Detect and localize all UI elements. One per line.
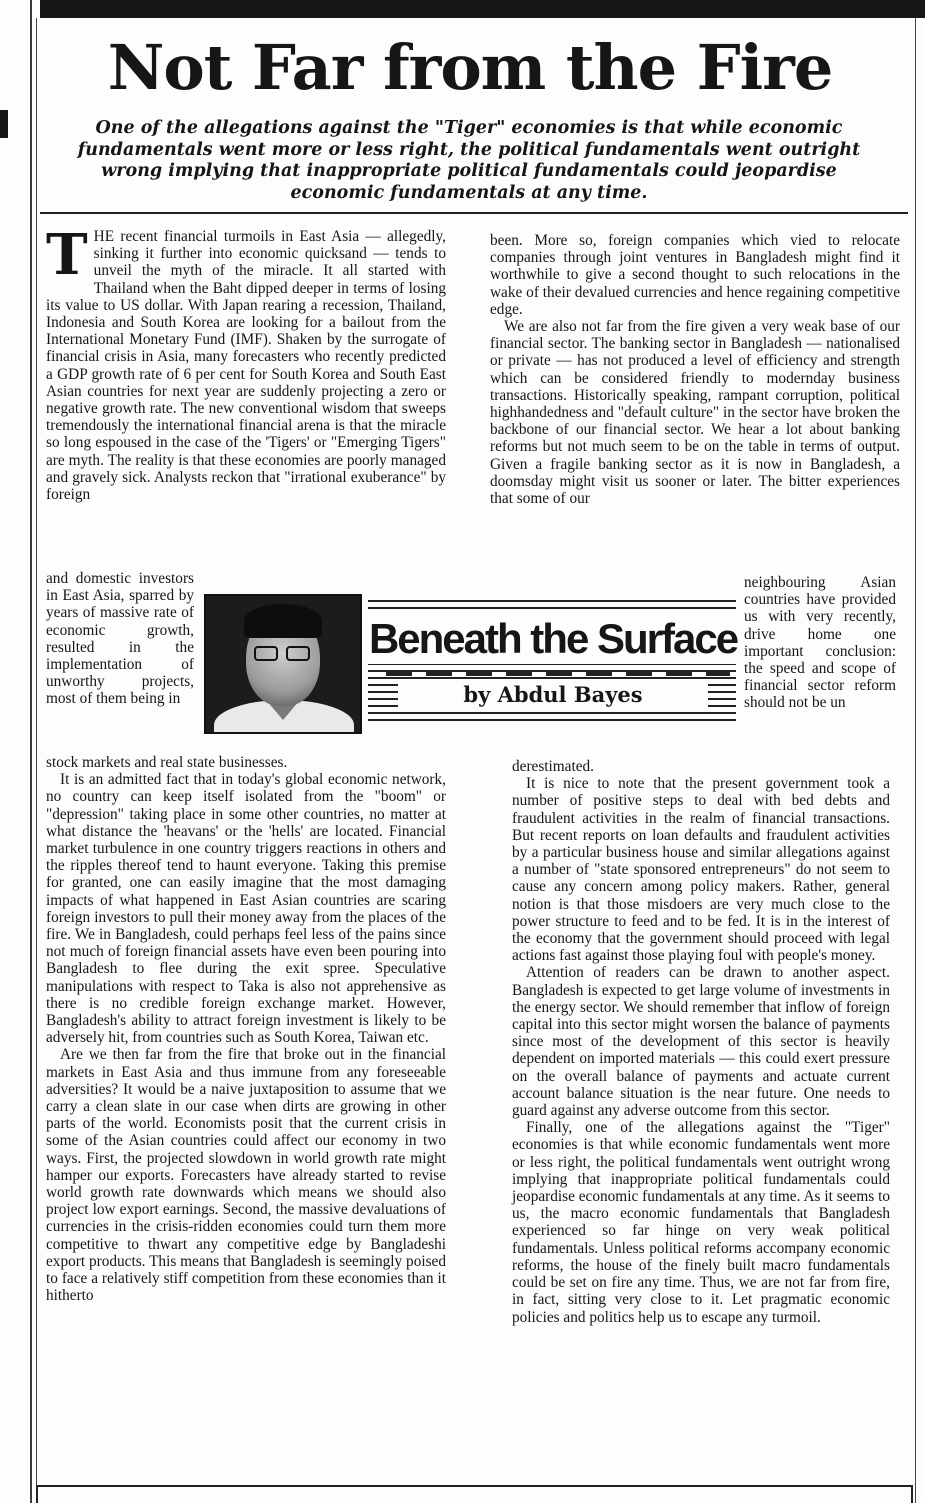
paragraph-4-wrap: neighbouring Asian countries have provided us with very recently, drive home one important conclusion: the speed and scope of financial sector reform should not be un: [744, 574, 896, 712]
paragraph-4-end: derestimated.: [512, 758, 594, 775]
margin-rule: [30, 0, 32, 1503]
paragraph-3: Are we then far from the fire that broke out in the financial markets in East Asia and thus immune from any foreseeable adversities? It would be a naive juxtaposition to assume that we carry a clean slate in our case when dirts are growing in other parts of the world. Economists posit that the current crisis in some of the Asian countries could affect our economy in two ways. First, the projected slowdown in world growth rate might hamper our exports. Forecasters have already started to revise world growth rate downwards which means we should also project low export earnings. Second, the massive devaluations of currencies in the crisis-ridden economies could turn them more competitive to thwart any competitive edge by Bangladeshi export products. This means that Bangladesh is seemingly poised to face a relatively stiff competition from these economies than it hitherto: [46, 1046, 446, 1305]
deck-rule: [40, 212, 908, 214]
paragraph-3-cont: been. More so, foreign companies which vied to relocate companies through joint ventures in Bangladesh might find it worthwhile to give a second thought to such relocations in the wake of their devalued currencies and hence regaining competitive edge.: [490, 232, 900, 318]
paragraph-1-end: stock markets and real state businesses.: [46, 754, 288, 771]
byline: by Abdul Bayes: [398, 680, 708, 710]
paragraph-5: It is nice to note that the present government took a number of positive steps to deal with bed debts and fraudulent activities in the realm of financial transactions. But recent reports on loan defaults and fraudulent activities by a particular business house and similar allegations against a number of "state sponsored entrepreneurs" do not seem to cause any concern among policy makers. Rather, general notion is that those misdoers are very much close to the power structure to feed and to be fed. It is in the interest of the economy that the government should proceed with legal actions fast against those playing foul with people's money.: [512, 775, 890, 965]
next-article-box: [36, 1485, 913, 1503]
column-promo: [198, 592, 742, 750]
paragraph-1: [46, 222, 446, 504]
title-dashes: [386, 670, 730, 676]
column-title: Beneath the Surface: [366, 614, 740, 664]
column-2-wrap: [744, 574, 896, 712]
column-2-bottom: [512, 758, 890, 1326]
paragraph-7: Finally, one of the allegations against the "Tiger" economies is that while economic fundamentals went more or less right, the political fundamentals went outright wrong implying that inappropriate political fundamentals could jeopardise economic fundamentals at any time. As it seems to us, the macro economic fundamentals that Bangladesh experienced so far hinge on very weak political fundamentals. Unless political reforms accompany economic reforms, the house of the finely built macro fundamentals could be set on fire any time. Thus, we are not far from fire, in fact, sitting very close to it. Let pragmatic economic policies and politics help us to escape any turmoil.: [512, 1119, 890, 1326]
top-bar: [40, 0, 925, 18]
deck: One of the allegations against the "Tiger" economies is that while economic fundamentals went more or less right, the political fundamentals went outright wrong implying that inappropriate political fundamentals could jeopardise economic fundamentals at any time.: [77, 118, 861, 203]
headline: Not Far from the Fire: [107, 31, 833, 104]
drop-cap: T: [46, 222, 88, 288]
column-1-bottom: [46, 754, 446, 1305]
paragraph-2: It is an admitted fact that in today's global economic network, no country can keep itself isolated from the "boom" or "depression" taking place in some other countries, no matter at what distance the 'heavans' or the 'hells' are located. Financial market turbulence in one country triggers reactions in others and the ripples thereof tend to haunt everyone. Taking this premise for granted, one can easily imagine that the most damaging impacts of what happened in East Asian countries are scaring foreign investors to pull their money away from the places of the fire. We in Bangladesh, could perhaps feel less of the pains since not much of foreign financial assets have even been pouring into Bangladesh to flee during the exit spree. Speculative manipulations with respect to Taka is also not apprehensive as there is no credible foreign exchange market. However, Bangladesh's ability to attract foreign investment is likely to be adversely hit, from countries such as South Korea, Taiwan etc.: [46, 771, 446, 1047]
paragraph-4: We are also not far from the fire given a very weak base of our financial sector. The banking sector in Bangladesh — nationalised or private — has not produced a level of efficiency and strength which can be considered friendly to modernday business transactions. Historically speaking, rampant corruption, political highhandedness and "default culture" in the sector have broken the backbone of our financial sector. We hear a lot about banking reforms but not much seem to be on the table in terms of output. Given a fragile banking sector as it is now in Bangladesh, a doomsday might visit us sooner or later. The bitter experiences that some of our: [490, 318, 900, 508]
column-1-wrap: [46, 570, 194, 708]
author-photo: [204, 594, 362, 734]
column-2-top: [490, 232, 900, 507]
paragraph-6: Attention of readers can be drawn to another aspect. Bangladesh is expected to get large volume of investments in the energy sector. We should remember that inflow of foreign capital into this sector might worsen the balance of payments since most of the development of this sector is heavily dependent on imported materials — this could exert pressure on the overall balance of payments and actuate current account balance situation is the near future. One needs to guard against any adverse outcome from this sector.: [512, 964, 890, 1120]
paragraph-1-text: HE recent financial turmoils in East Asia — allegedly, sinking it further into economic quicksand — tends to unveil the myth of the miracle. It all started with Thailand when the Baht dipped deeper in terms of losing its value to US dollar. With Japan rearing a recession, Thailand, Indonesia and South Korea are looking for a bailout from the International Monetary Fund (IMF). Shaken by the surrogate of financial crisis in Asia, many forecasters who recently predicted a GDP growth rate of 6 per cent for South Korea and South East Asian countries for next year are suddenly projecting a zero or negative growth rate. The new conventional wisdom that sweeps tremendously the international financial arena is that the miracle so long espoused in the case of the 'Tigers' or "Emerging Tigers" are myth. The reality is that these economies are poorly managed and gravely sick. Analysts reckon that "irrational exuberance" by foreign: [46, 228, 446, 504]
column-1-top: [46, 222, 446, 504]
paragraph-1-wrap: and domestic investors in East Asia, sparred by years of massive rate of economic growth, resulted in the implementation of unworthy projects, most of them being in: [46, 570, 194, 708]
margin-mark: [0, 110, 8, 138]
